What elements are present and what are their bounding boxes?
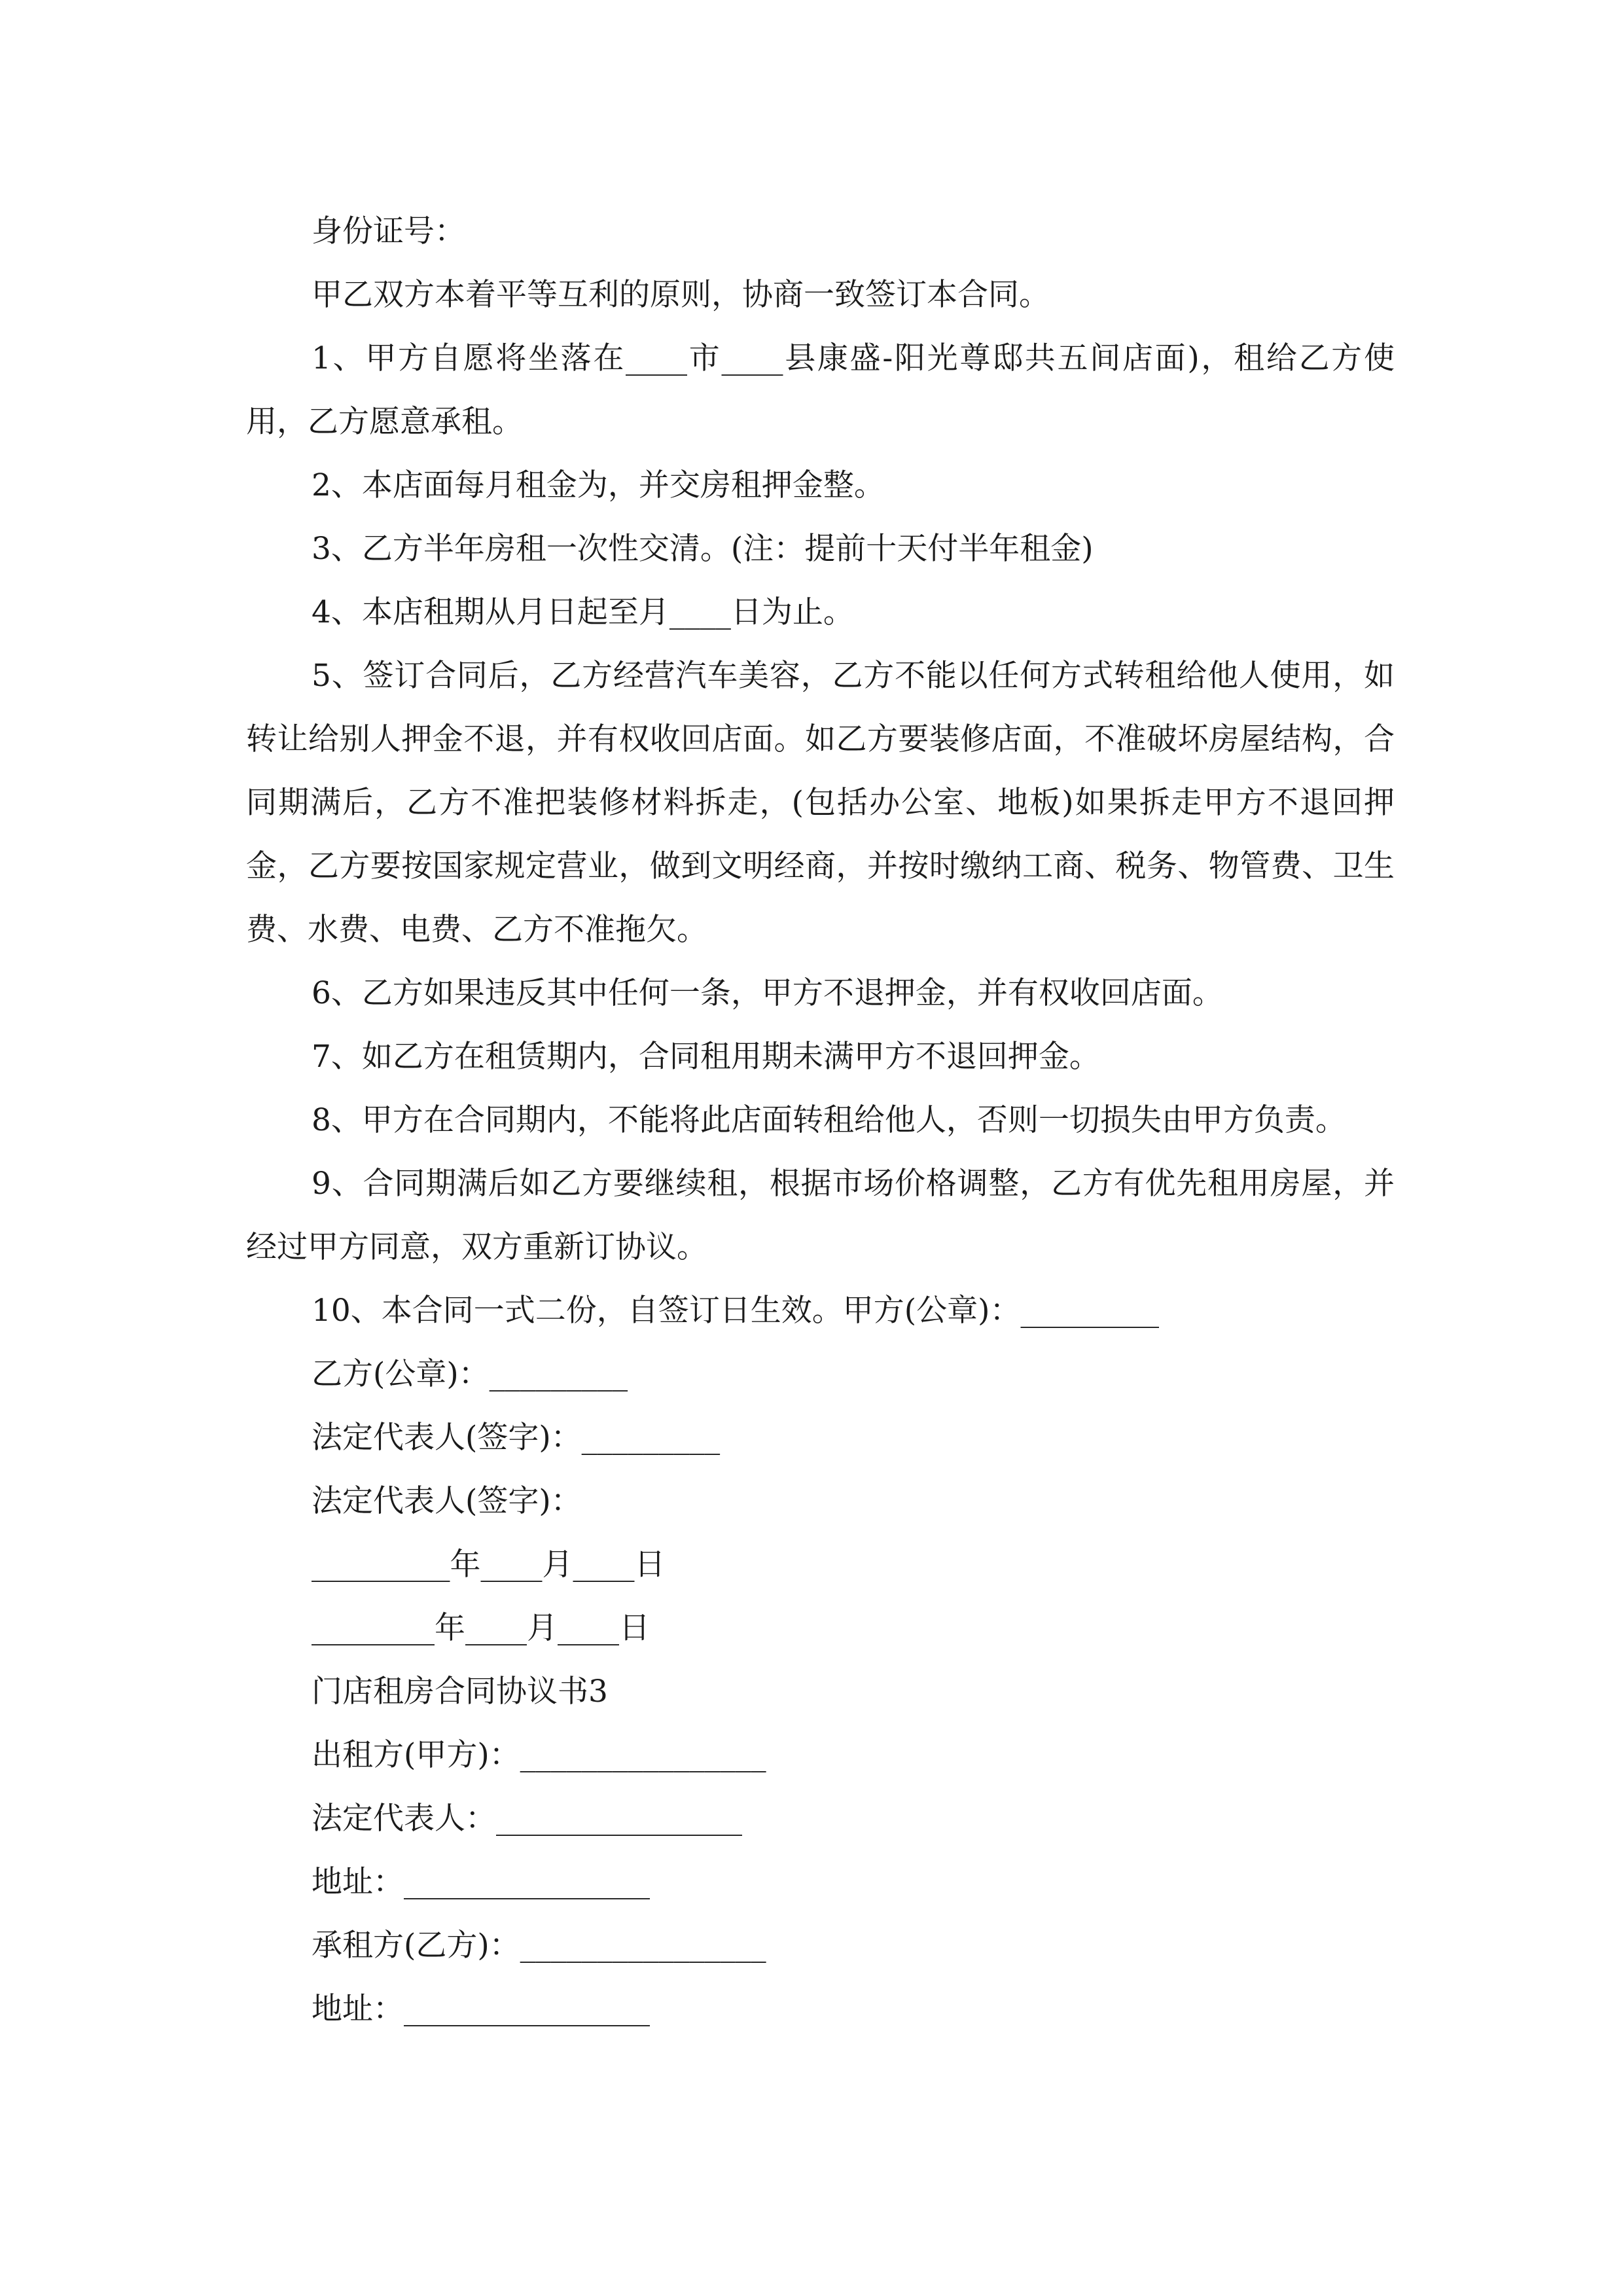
clause-9: 9、合同期满后如乙方要继续租，根据市场价格调整，乙方有优先租用房屋，并经过甲方同意，双方重新订协议。 [246,1166,1395,1265]
date-line-1: _________年____月____日 [312,1547,666,1583]
lessor-address-line: 地址：________________ [312,1864,650,1900]
lessor-legal-rep-line: 法定代表人：________________ [312,1801,742,1837]
party-b-seal-line: 乙方(公章)：_________ [312,1356,628,1392]
clause-4: 4、本店租期从月日起至月____日为止。 [312,594,854,630]
legal-rep-signature-line-1: 法定代表人(签字)：_________ [312,1420,721,1456]
legal-rep-signature-line-2: 法定代表人(签字)： [312,1483,582,1519]
date-line-2: ________年____月____日 [312,1610,650,1646]
clause-10: 10、本合同一式二份，自签订日生效。甲方(公章)：_________ [312,1293,1159,1329]
lessee-line: 承租方(乙方)：________________ [312,1928,766,1964]
clause-1: 1、甲方自愿将坐落在____市____县康盛-阳光尊邸共五间店面)，租给乙方使用，乙方愿意承租。 [246,340,1395,440]
clause-3: 3、乙方半年房租一次性交清。(注：提前十天付半年租金) [312,531,1094,567]
preamble-paragraph: 甲乙双方本着平等互利的原则，协商一致签订本合同。 [312,277,1050,313]
clause-8: 8、甲方在合同期内，不能将此店面转租给他人，否则一切损失由甲方负责。 [312,1102,1346,1138]
clause-7: 7、如乙方在租赁期内，合同租用期未满甲方不退回押金。 [312,1039,1100,1075]
section-title: 门店租房合同协议书3 [312,1674,608,1710]
id-number-line: 身份证号： [312,213,465,249]
clause-6: 6、乙方如果违反其中任何一条，甲方不退押金，并有权收回店面。 [312,975,1223,1011]
clause-5: 5、签订合同后，乙方经营汽车美容，乙方不能以任何方式转租给他人使用，如转让给别人押金不退，并有权收回店面。如乙方要装修店面，不准破坏房屋结构，合同期满后，乙方不准把装修材料拆走，(包括办公室、地板)如果拆走甲方不退回押金，乙方要按国家规定营业，做到文明经商，并按时缴纳工商、税务、物管费、卫生费、水费、电费、乙方不准拖欠。 [246,658,1395,948]
lessor-line: 出租方(甲方)：________________ [312,1737,766,1773]
contract-body [246,200,1395,2041]
clause-2: 2、本店面每月租金为，并交房租押金整。 [312,467,885,503]
lessee-address-line: 地址：________________ [312,1991,650,2027]
